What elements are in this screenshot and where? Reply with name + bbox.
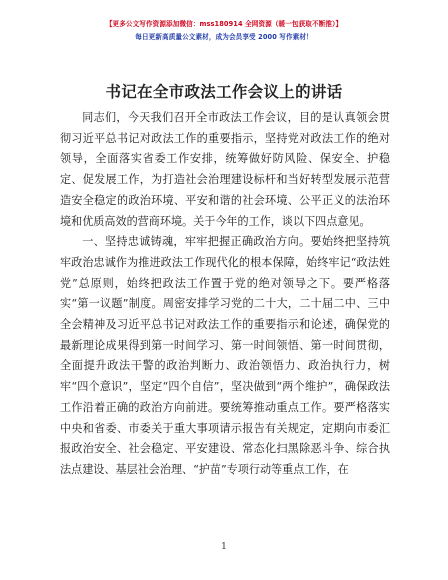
promo-banner-line-2: 每日更新高质量公文素材，成为会员享受 2000 写作素材！ <box>135 33 313 41</box>
body-paragraph-2: 一、坚持忠诚铸魂，牢牢把握正确政治方向。要始终把坚持筑牢政治忠诚作为推进政法工作现代化的根本保障，始终牢记“政法姓党”总原则，始终把政法工作置于党的绝对领导之下。要严格落实“第一议题”制度。周密安排学习党的二十大，二十届二中、三中全会精神及习近平总书记对政法工作的重要指示和论述，确保党的最新理论成果得到第一时间学习、第一时间领悟、第一时间贯彻，全面提升政法干警的政治判断力、政治领悟力、政治执行力，树牢“四个意识”，坚定“四个自信”，坚决做到“两个维护”，确保政法工作沿着正确的政治方向前进。要统筹推动重点工作。要严格落实中央和省委、市委关于重大事项请示报告有关规定，定期向市委汇报政治安全、社会稳定、平安建设、常态化扫黑除恶斗争、综合执法点建设、基层社会治理、“护苗”专项行动等重点工作，在 <box>60 235 390 476</box>
document-title: 书记在全市政法工作会议上的讲话 <box>105 83 343 101</box>
document-body <box>60 108 390 481</box>
page-number: 1 <box>221 542 227 552</box>
body-paragraph-1: 同志们，今天我们召开全市政法工作会议，目的是认真领会贯彻习近平总书记对政法工作的重要指示，坚持党对政法工作的绝对领导，全面落实省委工作安排，统筹做好防风险、保安全、护稳定、促发展工作，为打造社会治理建设标杆和当好转型发展示范营造安全稳定的政治环境、平安和谐的社会环境、公平正义的法治环境和优质高效的营商环境。关于今年的工作，谈以下四点意见。 <box>60 111 390 228</box>
promo-banner-line-1: 【更多公文写作资源添加微信：mss180914 全网资源（暖一包获取不断推）】 <box>105 20 343 28</box>
